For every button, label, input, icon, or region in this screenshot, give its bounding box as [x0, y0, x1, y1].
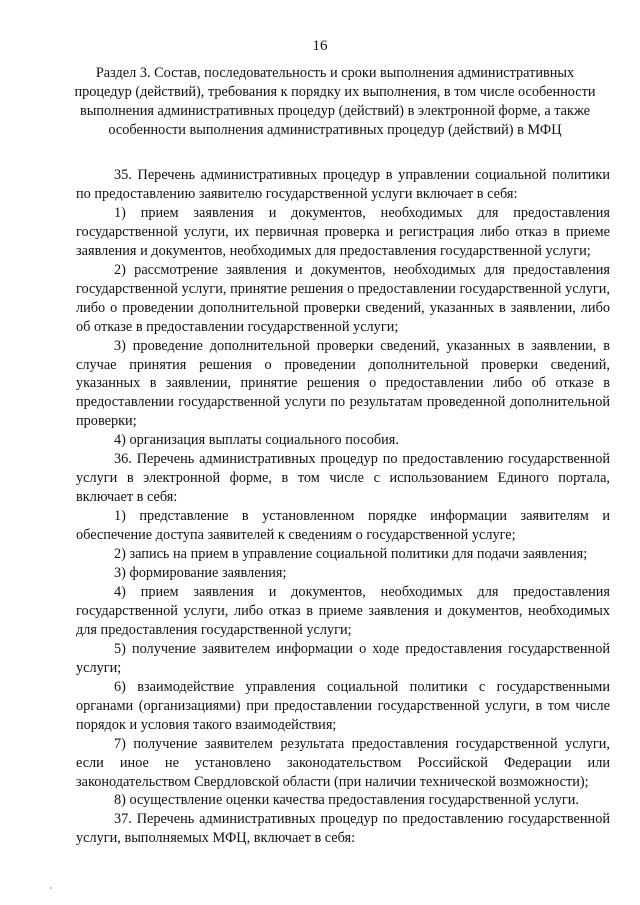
list-item: 6) взаимодействие управления социальной политики с государственными органами (организациями) при предоставлении государственной услуги, в том числе порядок и условия такого взаимодействия; [76, 678, 610, 733]
list-item: 4) прием заявления и документов, необходимых для предоставления государственной услуги, либо отказ в приеме заявления и документов, необходимых для предоставления государственной услуги; [76, 583, 610, 638]
paragraph-37: 37. Перечень административных процедур по предоставлению государственной услуги, выполняемых МФЦ, включает в себя: [76, 811, 610, 847]
list-item: 1) представление в установленном порядке информации заявителям и обеспечение доступа заявителей к сведениям о государственной услуге; [76, 508, 610, 544]
list-item: 2) рассмотрение заявления и документов, необходимых для предоставления государственной услуги, принятие решения о предоставлении государственной услуги, либо о проведении дополнительной проверки сведений, указанных в заявлении, либо об отказе в предоставлении государственной услуги; [76, 261, 610, 335]
list-item: 5) получение заявителем информации о ходе предоставления государственной услуги; [76, 640, 610, 676]
section-title: Раздел 3. Состав, последовательность и сроки выполнения административных процедур (действий), требования к порядку их выполнения, в том числе особенности выполнения административных процедур (действий) в электронной форме, а также особенности выполнения административных процедур (действий) в МФЦ [74, 65, 596, 138]
list-item: 3) формирование заявления; [114, 565, 287, 582]
list-item: 2) запись на прием в управление социальной политики для подачи заявления; [114, 546, 588, 563]
list-item: 4) организация выплаты социального пособия. [114, 432, 399, 449]
list-item: 3) проведение дополнительной проверки сведений, указанных в заявлении, в случае принятия решения о проведении дополнительной проверки сведений, указанных в заявлении, принятие решения о предоставлении либо об отказе в предоставлении государственной услуги по результатам проведенной дополнительной проверки; [76, 337, 610, 430]
list-item: 7) получение заявителем результата предоставления государственной услуги, если иное не установлено законодательством Российской Федерации или законодательством Свердловской области (при наличии технической возможности); [76, 735, 610, 790]
scan-speck [50, 887, 52, 889]
paragraph-35: 35. Перечень административных процедур в управлении социальной политики по предоставлению заявителю государственной услуги включает в себя: [76, 167, 610, 202]
paragraph-36: 36. Перечень административных процедур по предоставлению государственной услуги в электронной форме, в том числе с использованием Единого портала, включает в себя: [76, 451, 610, 506]
list-item: 8) осуществление оценки качества предоставления государственной услуги. [114, 792, 579, 809]
list-item: 1) прием заявления и документов, необходимых для предоставления государственной услуги, их первичная проверка и регистрация либо отказ в приеме заявления и документов, необходимых для предоставления государственной услуги; [76, 204, 610, 259]
document-body [76, 166, 610, 848]
page-number: 16 [312, 38, 328, 54]
